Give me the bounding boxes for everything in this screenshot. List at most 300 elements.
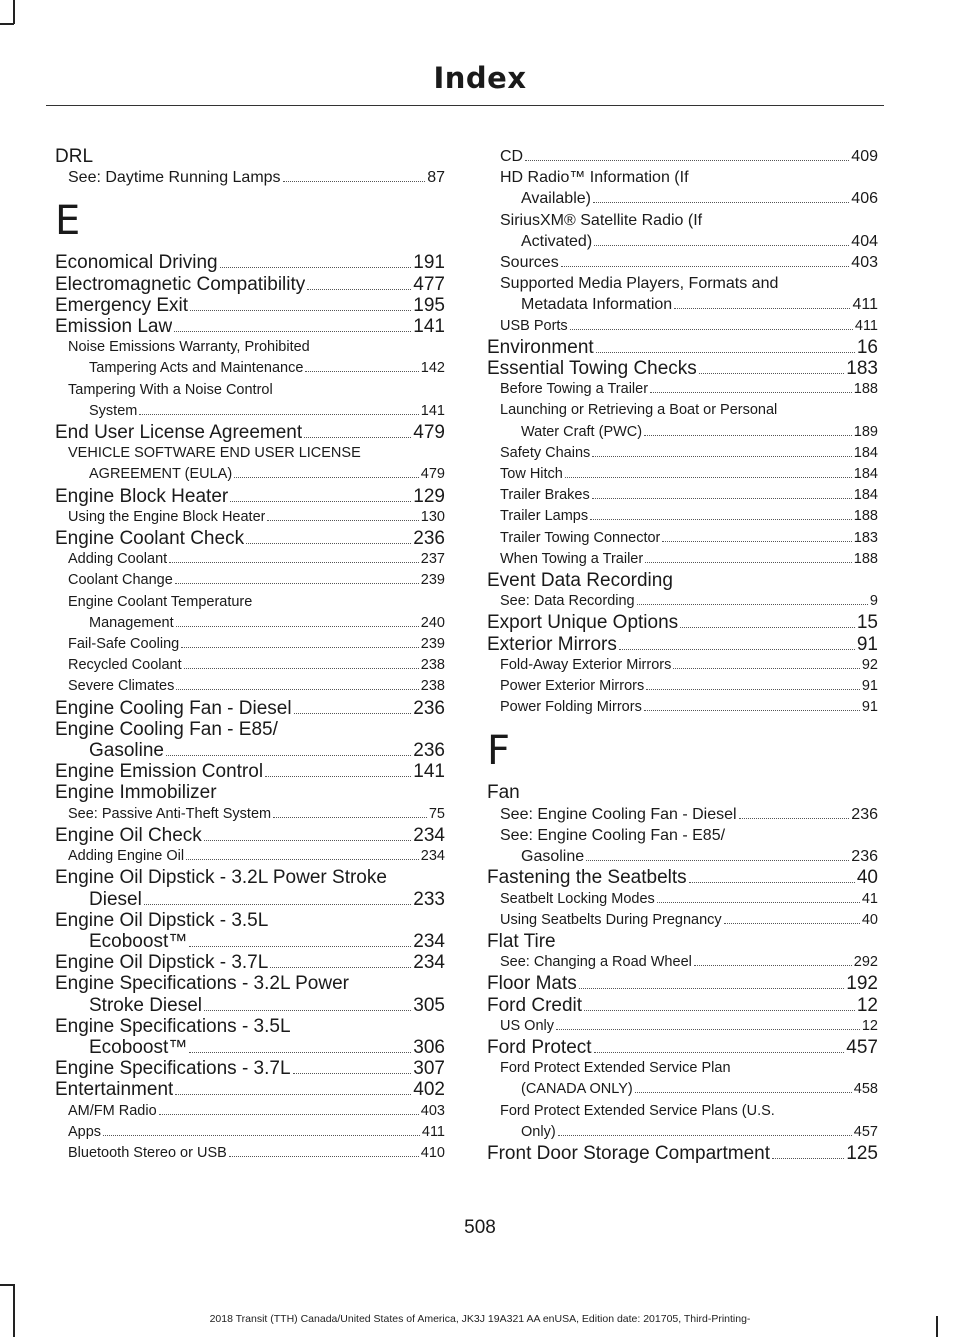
entry-text: CD xyxy=(500,148,524,165)
index-subentry xyxy=(487,952,878,973)
index-line xyxy=(55,952,445,973)
index-entry xyxy=(55,1058,445,1079)
entry-text-first-line: Ford Protect Extended Service Plan xyxy=(500,1060,731,1077)
index-line xyxy=(487,358,878,379)
page-ref: 234 xyxy=(420,848,445,865)
index-entry xyxy=(487,612,878,633)
index-line xyxy=(55,761,445,782)
page-ref: 184 xyxy=(853,487,878,504)
entry-text: Engine Oil Dipstick - 3.7L xyxy=(55,952,269,974)
index-line xyxy=(487,867,878,888)
index-entry xyxy=(55,422,445,443)
entry-text: Severe Climates xyxy=(68,678,175,695)
dot-leader xyxy=(174,330,411,332)
dot-leader xyxy=(579,987,845,989)
index-subentry xyxy=(487,804,878,825)
index-subentry xyxy=(55,676,445,697)
entry-text: Trailer Brakes xyxy=(500,487,590,504)
dot-leader xyxy=(772,1157,844,1159)
entry-text: Ecoboost™ xyxy=(89,1036,188,1058)
entry-text-first-line: Tampering With a Noise Control xyxy=(68,381,273,398)
entry-text: AGREEMENT (EULA) xyxy=(89,466,233,483)
dot-leader xyxy=(304,436,411,438)
index-heading: Fan xyxy=(487,782,520,804)
page-ref: 234 xyxy=(413,824,445,846)
index-entry xyxy=(55,486,445,507)
dot-leader xyxy=(646,688,860,690)
page-ref: 236 xyxy=(413,740,445,762)
index-line xyxy=(55,252,445,273)
page-ref: 91 xyxy=(861,699,878,716)
index-line xyxy=(68,1101,445,1122)
page-ref: 403 xyxy=(420,1102,445,1119)
page-ref: 16 xyxy=(856,336,878,358)
index-entry xyxy=(55,1016,445,1058)
index-entry xyxy=(55,1079,445,1100)
footer-edition-text: 2018 Transit (TTH) Canada/United States of America, JK3J 19A321 AA enUSA, Edition date: 201705, Third-Printing- xyxy=(209,1313,751,1325)
index-entry xyxy=(487,995,878,1016)
dot-leader xyxy=(176,688,418,690)
index-line xyxy=(500,422,878,443)
dot-leader xyxy=(230,500,411,502)
dot-leader xyxy=(570,328,853,330)
entry-text: When Towing a Trailer xyxy=(500,550,644,567)
entry-text: Ecoboost™ xyxy=(89,930,188,952)
index-subentry xyxy=(55,570,445,591)
index-line xyxy=(500,1079,878,1100)
entry-text: Fold-Away Exterior Mirrors xyxy=(500,656,672,673)
entry-text-first-line: Ford Protect Extended Service Plans (U.S. xyxy=(500,1102,775,1119)
dot-leader xyxy=(584,1009,855,1011)
dot-leader xyxy=(166,754,411,756)
index-line xyxy=(500,316,878,337)
entry-text: Entertainment xyxy=(55,1079,174,1101)
index-line xyxy=(55,1037,445,1058)
dot-leader xyxy=(645,561,852,563)
dot-leader xyxy=(724,922,860,924)
page-ref: 91 xyxy=(856,633,878,655)
entry-text: Coolant Change xyxy=(68,572,173,589)
entry-text: Trailer Towing Connector xyxy=(500,529,661,546)
entry-text: Engine Emission Control xyxy=(55,761,264,783)
page-ref: 457 xyxy=(853,1123,878,1140)
entry-text: Seatbelt Locking Modes xyxy=(500,890,655,907)
index-subentry xyxy=(487,591,878,612)
index-line xyxy=(55,995,445,1016)
entry-text: Ford Protect xyxy=(487,1036,592,1058)
page-ref: 411 xyxy=(854,317,878,334)
dot-leader xyxy=(265,775,411,777)
dot-leader xyxy=(674,307,850,309)
dot-leader xyxy=(176,625,419,627)
page-ref: 12 xyxy=(861,1017,878,1034)
page-ref: 188 xyxy=(853,508,878,525)
entry-text: Engine Cooling Fan - Diesel xyxy=(55,697,292,719)
entry-text: Power Folding Mirrors xyxy=(500,699,642,716)
entry-text: Recycled Coolant xyxy=(68,657,182,674)
index-subentry xyxy=(55,337,445,379)
page-ref: 125 xyxy=(846,1142,878,1164)
dot-leader xyxy=(204,839,412,841)
dot-leader xyxy=(189,945,411,947)
entry-text: Safety Chains xyxy=(500,444,591,461)
entry-text-first-line: Engine Oil Dipstick - 3.2L Power Stroke xyxy=(55,867,387,889)
index-line xyxy=(68,401,445,422)
index-column-right xyxy=(487,146,878,1164)
index-subentry xyxy=(487,252,878,273)
index-heading: Engine Immobilizer xyxy=(55,782,217,804)
index-entry xyxy=(55,952,445,973)
index-entry xyxy=(55,698,445,719)
index-line xyxy=(55,1058,445,1079)
dot-leader xyxy=(246,542,411,544)
index-entry xyxy=(55,867,445,909)
dot-leader xyxy=(220,266,412,268)
index-line xyxy=(500,655,878,676)
index-subentry xyxy=(55,443,445,485)
entry-text: Exterior Mirrors xyxy=(487,633,617,655)
entry-text: Ford Credit xyxy=(487,994,583,1016)
entry-text: Adding Coolant xyxy=(68,551,168,568)
page-ref: 40 xyxy=(856,867,878,889)
dot-leader xyxy=(596,351,855,353)
index-subentry xyxy=(55,804,445,825)
dot-leader xyxy=(637,603,868,605)
entry-text: Engine Coolant Check xyxy=(55,528,245,550)
index-line xyxy=(500,443,878,464)
entry-text: US Only xyxy=(500,1017,554,1034)
dot-leader xyxy=(592,455,852,457)
page-ref: 12 xyxy=(856,994,878,1016)
index-subentry xyxy=(55,507,445,528)
entry-text-first-line: See: Engine Cooling Fan - E85/ xyxy=(500,826,726,844)
index-entry xyxy=(55,295,445,316)
dot-leader xyxy=(644,434,852,436)
page-ref: 236 xyxy=(413,528,445,550)
entry-text: Adding Engine Oil xyxy=(68,848,185,865)
index-line xyxy=(500,231,878,252)
entry-text: Economical Driving xyxy=(55,252,218,274)
dot-leader xyxy=(229,1155,419,1157)
dot-leader xyxy=(699,372,844,374)
index-subentry xyxy=(487,655,878,676)
entry-text: Trailer Lamps xyxy=(500,508,589,525)
page-ref: 92 xyxy=(861,656,878,673)
entry-text: Front Door Storage Compartment xyxy=(487,1142,771,1164)
index-line xyxy=(500,676,878,697)
index-subentry xyxy=(487,825,878,867)
index-subentry xyxy=(487,146,878,167)
index-heading: Event Data Recording xyxy=(487,570,673,592)
index-line xyxy=(500,910,878,931)
crop-mark-bottom-left-horizontal xyxy=(0,1284,14,1286)
dot-leader xyxy=(565,476,852,478)
index-line xyxy=(500,485,878,506)
dot-leader xyxy=(293,1072,412,1074)
index-entry xyxy=(55,910,445,952)
page-ref: 183 xyxy=(846,358,878,380)
entry-text-first-line: Engine Oil Dipstick - 3.5L xyxy=(55,909,269,931)
index-entry xyxy=(487,973,878,994)
index-line xyxy=(487,337,878,358)
entry-text: Fastening the Seatbelts xyxy=(487,867,687,889)
dot-leader xyxy=(739,817,850,819)
index-subentry xyxy=(487,443,878,464)
page-ref: 184 xyxy=(853,466,878,483)
index-entry xyxy=(487,358,878,379)
index-subentry xyxy=(55,167,445,188)
page-ref: 236 xyxy=(851,848,878,866)
page-ref: 41 xyxy=(861,890,878,907)
page-ref: 192 xyxy=(846,973,878,995)
section-letter: F xyxy=(487,728,511,775)
index-line xyxy=(500,549,878,570)
index-line xyxy=(500,188,878,209)
page-ref: 238 xyxy=(420,657,445,674)
index-line xyxy=(500,294,878,315)
dot-leader xyxy=(644,709,860,711)
index-line xyxy=(500,846,878,867)
index-subentry xyxy=(487,485,878,506)
entry-text: See: Passive Anti-Theft System xyxy=(68,805,272,822)
index-line xyxy=(55,931,445,952)
entry-text: Fail-Safe Cooling xyxy=(68,636,180,653)
page-ref: 458 xyxy=(853,1081,878,1098)
page-ref: 236 xyxy=(413,697,445,719)
crop-mark-top-left-horizontal xyxy=(0,23,14,25)
index-subentry xyxy=(55,1122,445,1143)
index-line xyxy=(68,846,445,867)
index-line xyxy=(55,295,445,316)
crop-mark-bottom-left-vertical xyxy=(13,1284,15,1337)
page-ref: 411 xyxy=(421,1123,445,1140)
dot-leader xyxy=(650,391,852,393)
entry-text-first-line: Engine Cooling Fan - E85/ xyxy=(55,718,278,740)
index-line xyxy=(55,274,445,295)
index-subentry xyxy=(487,676,878,697)
index-subentry xyxy=(55,549,445,570)
dot-leader xyxy=(270,966,411,968)
index-line xyxy=(68,570,445,591)
page-ref: 411 xyxy=(852,296,878,314)
entry-text: End User License Agreement xyxy=(55,422,303,444)
index-column-left xyxy=(55,146,445,1164)
index-entry xyxy=(55,973,445,1015)
index-entry xyxy=(487,1143,878,1164)
index-line xyxy=(500,591,878,612)
index-line xyxy=(487,995,878,1016)
index-line xyxy=(68,634,445,655)
page-ref: 15 xyxy=(856,612,878,634)
dot-leader xyxy=(186,858,419,860)
index-subentry xyxy=(487,1058,878,1100)
entry-text: Management xyxy=(89,614,174,631)
entry-text: AM/FM Radio xyxy=(68,1102,157,1119)
entry-text: Apps xyxy=(68,1123,102,1140)
index-line xyxy=(500,697,878,718)
index-line xyxy=(55,1079,445,1100)
page-ref: 406 xyxy=(851,190,878,208)
entry-text: Bluetooth Stereo or USB xyxy=(68,1144,227,1161)
index-line xyxy=(487,634,878,655)
entry-text-first-line: Engine Specifications - 3.2L Power xyxy=(55,973,349,995)
index-line xyxy=(500,804,878,825)
page-ref: 238 xyxy=(420,678,445,695)
index-line xyxy=(68,358,445,379)
page-ref: 184 xyxy=(853,444,878,461)
page-number: 508 xyxy=(464,1217,496,1238)
page-ref: 141 xyxy=(413,316,445,338)
index-subentry xyxy=(487,1101,878,1143)
index-entry xyxy=(55,825,445,846)
page-ref: 240 xyxy=(420,614,445,631)
page-ref: 403 xyxy=(851,254,878,272)
entry-text: Metadata Information xyxy=(521,296,673,314)
dot-leader xyxy=(204,1009,411,1011)
index-line xyxy=(68,804,445,825)
index-subentry xyxy=(487,210,878,252)
page-ref: 9 xyxy=(869,593,878,610)
dot-leader xyxy=(558,1134,852,1136)
page-ref: 479 xyxy=(420,466,445,483)
entry-text: Using Seatbelts During Pregnancy xyxy=(500,911,722,928)
page-ref: 305 xyxy=(413,994,445,1016)
dot-leader xyxy=(144,903,411,905)
index-line xyxy=(68,167,445,188)
page-ref: 130 xyxy=(420,508,445,525)
page-ref: 40 xyxy=(861,911,878,928)
dot-leader xyxy=(184,667,419,669)
dot-leader xyxy=(586,859,849,861)
index-line xyxy=(55,740,445,761)
entry-text: Engine Specifications - 3.7L xyxy=(55,1058,291,1080)
index-entry xyxy=(55,274,445,295)
index-line xyxy=(500,146,878,167)
index-line xyxy=(55,422,445,443)
index-subentry xyxy=(487,316,878,337)
dot-leader xyxy=(190,309,411,311)
dot-leader xyxy=(175,582,419,584)
entry-text: Environment xyxy=(487,336,594,358)
dot-leader xyxy=(189,1051,411,1053)
page-ref: 129 xyxy=(413,485,445,507)
index-line xyxy=(55,889,445,910)
entry-text: See: Daytime Running Lamps xyxy=(68,169,281,187)
entry-text: Using the Engine Block Heater xyxy=(68,508,266,525)
dot-leader xyxy=(273,816,427,818)
entry-text: Floor Mats xyxy=(487,973,577,995)
index-line xyxy=(68,676,445,697)
entry-text-first-line: HD Radio™ Information (If xyxy=(500,169,689,187)
entry-text: Stroke Diesel xyxy=(89,994,202,1016)
index-entry xyxy=(487,867,878,888)
dot-leader xyxy=(169,561,419,563)
index-subentry xyxy=(487,1016,878,1037)
dot-leader xyxy=(594,244,849,246)
entry-text: See: Changing a Road Wheel xyxy=(500,954,692,971)
dot-leader xyxy=(590,518,852,520)
index-line xyxy=(55,698,445,719)
page-ref: 237 xyxy=(420,551,445,568)
entry-text-first-line: Launching or Retrieving a Boat or Personal xyxy=(500,402,778,419)
entry-text: Essential Towing Checks xyxy=(487,358,697,380)
page-ref: 234 xyxy=(413,952,445,974)
entry-text: System xyxy=(89,402,138,419)
index-subentry xyxy=(487,889,878,910)
dot-leader xyxy=(680,626,855,628)
entry-text-first-line: Noise Emissions Warranty, Prohibited xyxy=(68,339,310,356)
index-subentry xyxy=(487,400,878,442)
index-subentry xyxy=(55,846,445,867)
entry-text: Emergency Exit xyxy=(55,294,189,316)
page-ref: 75 xyxy=(428,805,445,822)
entry-text-first-line: SiriusXM® Satellite Radio (If xyxy=(500,211,703,229)
dot-leader xyxy=(635,1091,852,1093)
index-line xyxy=(500,952,878,973)
page-ref: 236 xyxy=(851,805,878,823)
index-entry xyxy=(55,719,445,761)
dot-leader xyxy=(619,648,855,650)
index-line xyxy=(68,507,445,528)
index-line xyxy=(500,252,878,273)
index-entry xyxy=(55,528,445,549)
index-line xyxy=(55,528,445,549)
page-ref: 233 xyxy=(413,888,445,910)
entry-text: USB Ports xyxy=(500,317,568,334)
index-line xyxy=(68,1122,445,1143)
index-line xyxy=(55,316,445,337)
page-ref: 141 xyxy=(420,402,445,419)
index-line xyxy=(68,613,445,634)
page-ref: 479 xyxy=(413,422,445,444)
index-subentry xyxy=(487,167,878,209)
page-ref: 402 xyxy=(413,1079,445,1101)
entry-text-first-line: Engine Coolant Temperature xyxy=(68,593,253,610)
entry-text: Electromagnetic Compatibility xyxy=(55,273,306,295)
entry-text: Available) xyxy=(521,190,591,208)
entry-text: Before Towing a Trailer xyxy=(500,381,649,398)
dot-leader xyxy=(594,1051,845,1053)
index-line xyxy=(487,973,878,994)
entry-text: Only) xyxy=(521,1123,556,1140)
index-entry xyxy=(487,634,878,655)
dot-leader xyxy=(525,159,849,161)
index-heading: DRL xyxy=(55,146,94,167)
entry-text: See: Engine Cooling Fan - Diesel xyxy=(500,805,737,823)
entry-text: Export Unique Options xyxy=(487,612,679,634)
entry-text: (CANADA ONLY) xyxy=(521,1081,633,1098)
page-ref: 239 xyxy=(420,572,445,589)
index-subentry xyxy=(487,910,878,931)
dot-leader xyxy=(234,476,419,478)
index-subentry xyxy=(487,549,878,570)
index-subentry xyxy=(55,1101,445,1122)
page-ref: 409 xyxy=(851,148,878,165)
index-subentry xyxy=(55,655,445,676)
index-subentry xyxy=(487,273,878,315)
page-ref: 195 xyxy=(413,294,445,316)
title-divider xyxy=(46,105,884,106)
page-ref: 188 xyxy=(853,381,878,398)
entry-text: Engine Block Heater xyxy=(55,485,229,507)
entry-text-first-line: Supported Media Players, Formats and xyxy=(500,275,779,293)
index-entry xyxy=(55,252,445,273)
dot-leader xyxy=(305,370,418,372)
index-line xyxy=(487,612,878,633)
dot-leader xyxy=(593,201,849,203)
index-subentry xyxy=(487,506,878,527)
entry-text: Emission Law xyxy=(55,316,173,338)
